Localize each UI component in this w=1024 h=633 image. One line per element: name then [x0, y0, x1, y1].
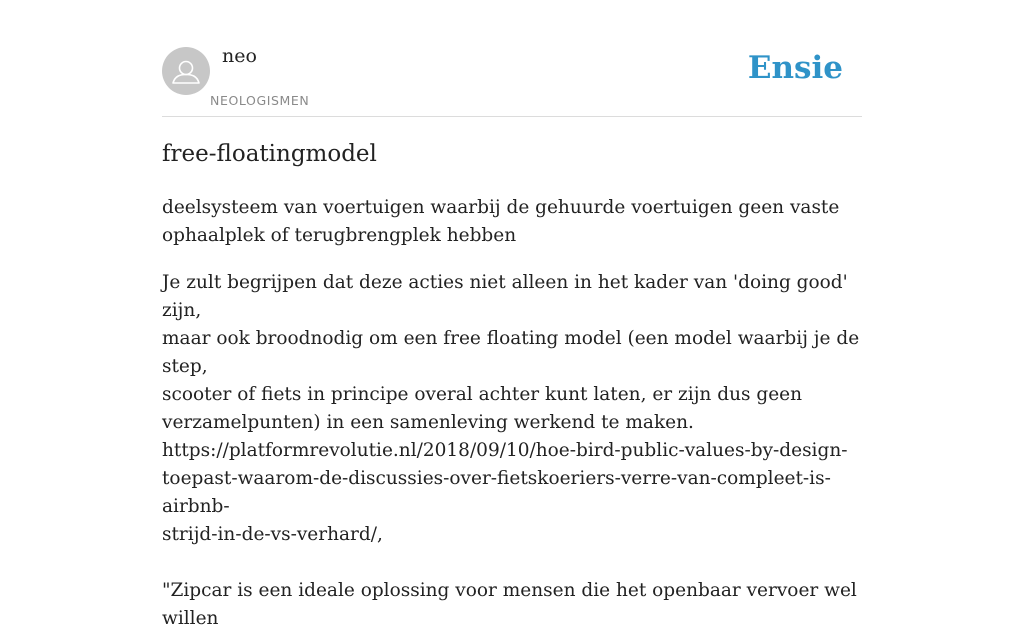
user-icon: [162, 47, 210, 95]
definition-line: ophaalplek of terugbrengplek hebben: [162, 225, 517, 246]
example-line: Je zult begrijpen dat deze acties niet alleen in het kader van 'doing good' zijn,: [162, 272, 848, 321]
example-spacer: [162, 549, 862, 577]
entry-definition: [162, 194, 862, 250]
entry-example: [162, 269, 862, 633]
example-link-line: toepast-waarom-de-discussies-over-fietskoeriers-verre-van-compleet-is-airbnb-: [162, 468, 831, 517]
site-logo[interactable]: Ensie: [747, 50, 843, 86]
example-link-line: https://platformrevolutie.nl/2018/09/10/hoe-bird-public-values-by-design-: [162, 440, 848, 461]
example-line: maar ook broodnodig om een free floating model (een model waarbij je de step,: [162, 328, 860, 377]
example-link-line: strijd-in-de-vs-verhard/,: [162, 524, 383, 545]
entry-term: free-floatingmodel: [162, 141, 377, 167]
example-line: verzamelpunten) in een samenleving werkend te maken.: [162, 412, 694, 433]
entry-content: [162, 136, 862, 633]
example-line: scooter of fiets in principe overal achter kunt laten, er zijn dus geen: [162, 384, 803, 405]
avatar[interactable]: [162, 47, 210, 95]
header: [162, 0, 862, 117]
category-label[interactable]: NEOLOGISMEN: [210, 93, 310, 108]
example-line: "Zipcar is een ideale oplossing voor mensen die het openbaar vervoer wel willen: [162, 580, 857, 629]
username[interactable]: neo: [222, 45, 257, 67]
definition-line: deelsysteem van voertuigen waarbij de gehuurde voertuigen geen vaste: [162, 197, 840, 218]
